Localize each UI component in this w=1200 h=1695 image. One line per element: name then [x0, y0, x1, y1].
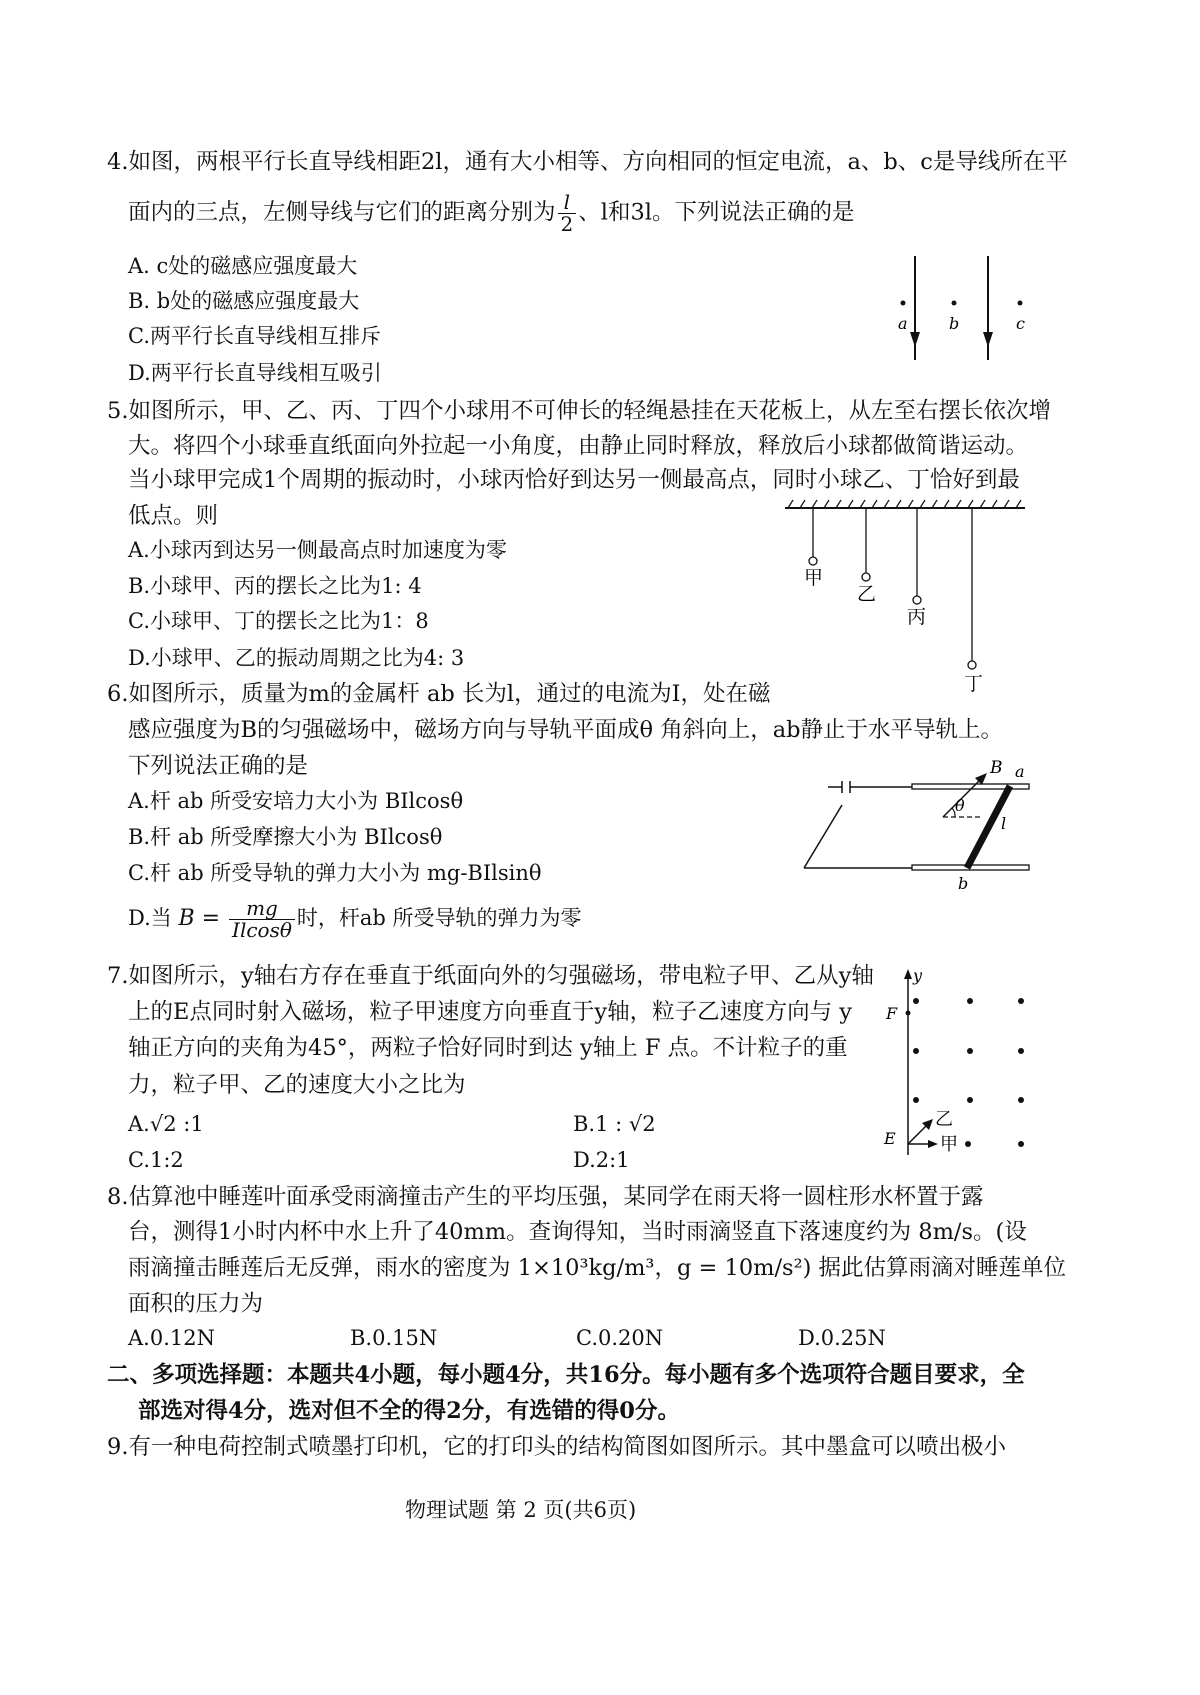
- q6-stem-line3: 下列说法正确的是: [128, 753, 309, 779]
- q4-point-b: [952, 301, 957, 306]
- q8-option-a: A.0.12N: [128, 1326, 215, 1350]
- q9-stem-line1: 9.有一种电荷控制式喷墨打印机，它的打印头的结构简图如图所示。其中墨盒可以喷出极小: [107, 1434, 1006, 1460]
- q4-stem-line2-b: 、l和3l。下列说法正确的是: [578, 199, 855, 226]
- q7-velocity-jia-arrowhead: [928, 1140, 938, 1148]
- q7-label-jia: 甲: [940, 1134, 958, 1155]
- q5-label-jia: 甲: [804, 567, 824, 589]
- q6-label-theta: θ: [955, 796, 965, 815]
- q6-option-d-symbol-b: B: [178, 906, 195, 931]
- q5-option-d: D.小球甲、乙的振动周期之比为4: 3: [128, 646, 465, 670]
- q6-label-l: l: [1001, 814, 1007, 833]
- section2-heading-line1: 二、多项选择题：本题共4小题，每小题4分，共16分。每小题有多个选项符合题目要求，全: [107, 1362, 1025, 1388]
- q5-figure: [780, 496, 1030, 696]
- q5-option-c: C.小球甲、丁的摆长之比为1：8: [128, 609, 429, 633]
- q5-label-yi: 乙: [857, 583, 877, 605]
- q5-ceiling-hatch: [788, 500, 1021, 508]
- q6-option-b: B.杆 ab 所受摩擦大小为 BIlcosθ: [128, 825, 443, 849]
- q7-label-y: y: [913, 966, 923, 985]
- q6-option-c: C.杆 ab 所受导轨的弹力大小为 mg-BIlsinθ: [128, 861, 542, 885]
- q7-stem-line3: 轴正方向的夹角为45°，两粒子恰好同时到达 y轴上 F 点。不计粒子的重: [128, 1035, 848, 1061]
- q4-stem-line2-a: 面内的三点，左侧导线与它们的距离分别为: [128, 199, 556, 226]
- q8-stem-line2: 台，测得1小时内杯中水上升了40mm。查询得知，当时雨滴竖直下落速度约为 8m/s。(设: [128, 1219, 1027, 1245]
- q4-left-arrow: [910, 332, 920, 347]
- q6-option-d: D.当 B = $\frac{mg}{Ilcos\theta}$ 时，杆ab 所受导轨的弹力为零: [128, 896, 582, 942]
- q6-option-d-num: mg: [229, 898, 295, 920]
- q4-option-b: B. b处的磁感应强度最大: [128, 289, 360, 313]
- q8-option-d: D.0.25N: [798, 1326, 886, 1350]
- q4-fraction-den: 2: [560, 212, 574, 236]
- q7-stem-line1: 7.如图所示，y轴右方存在垂直于纸面向外的匀强磁场，带电粒子甲、乙从y轴: [107, 963, 874, 989]
- q8-option-b: B.0.15N: [350, 1326, 438, 1350]
- section2-heading-line2: 部选对得4分，选对但不全的得2分，有选错的得0分。: [138, 1398, 680, 1424]
- page-footer: 物理试题 第 2 页(共6页): [405, 1498, 637, 1522]
- q6-option-d-fraction: [229, 898, 295, 941]
- q5-label-bing: 丙: [907, 606, 927, 628]
- q6-figure: [795, 757, 1045, 892]
- q5-stem-line1: 5.如图所示，甲、乙、丙、丁四个小球用不可伸长的轻绳悬挂在天花板上，从左至右摆长依次增: [107, 398, 1051, 424]
- q5-stem-line4: 低点。则: [128, 503, 219, 529]
- q5-option-b: B.小球甲、丙的摆长之比为1: 4: [128, 574, 422, 598]
- q7-figure: [878, 963, 1038, 1163]
- q7-option-b: B.1 : √2: [573, 1112, 656, 1136]
- q6-label-a: a: [1015, 762, 1025, 781]
- q7-label-yi: 乙: [935, 1109, 953, 1130]
- q7-option-c: C.1:2: [128, 1148, 184, 1172]
- q7-option-d: D.2:1: [573, 1148, 630, 1172]
- q4-fraction-num: l: [558, 192, 577, 214]
- q7-point-f: [906, 1011, 911, 1016]
- q8-stem-line1: 8.估算池中睡莲叶面承受雨滴撞击产生的平均压强，某同学在雨天将一圆柱形水杯置于露: [107, 1184, 984, 1210]
- q6-left-wire: [804, 805, 842, 868]
- q4-right-arrow: [983, 332, 993, 347]
- q4-option-c: C.两平行长直导线相互排斥: [128, 324, 381, 348]
- q7-label-e: E: [884, 1129, 896, 1148]
- q4-label-a: a: [898, 314, 908, 333]
- q7-label-f: F: [886, 1004, 898, 1023]
- q7-stem-line4: 力，粒子甲、乙的速度大小之比为: [128, 1072, 466, 1098]
- q8-stem-line4: 面积的压力为: [128, 1291, 264, 1317]
- q4-point-c: [1018, 301, 1023, 306]
- q8-option-c: C.0.20N: [576, 1326, 664, 1350]
- q4-point-a: [901, 301, 906, 306]
- q6-option-a: A.杆 ab 所受安培力大小为 BIlcosθ: [128, 789, 464, 813]
- q5-option-a: A.小球丙到达另一侧最高点时加速度为零: [128, 538, 507, 562]
- q5-stem-line2: 大。将四个小球垂直纸面向外拉起一小角度，由静止同时释放，释放后小球都做简谐运动。: [128, 433, 1029, 459]
- q6-stem-line2: 感应强度为B的匀强磁场中，磁场方向与导轨平面成θ 角斜向上，ab静止于水平导轨上。: [128, 717, 1004, 743]
- q7-stem-line2: 上的E点同时射入磁场，粒子甲速度方向垂直于y轴，粒子乙速度方向与 y: [128, 999, 853, 1025]
- q5-ball-bing: [913, 596, 921, 604]
- q4-stem-line1: 4.如图，两根平行长直导线相距2l，通有大小相等、方向相同的恒定电流，a、b、c是导线所在平: [107, 149, 1068, 175]
- q4-figure: [880, 252, 1040, 382]
- q6-option-d-prefix: D.当: [128, 906, 179, 930]
- q8-stem-line3: 雨滴撞击睡莲后无反弹，雨水的密度为 1×10³kg/m³，g = 10m/s²) 据此估算雨滴对睡莲单位: [128, 1255, 1067, 1281]
- q5-ball-jia: [809, 557, 817, 565]
- q6-stem-line1: 6.如图所示，质量为m的金属杆 ab 长为l，通过的电流为I，处在磁: [107, 681, 771, 707]
- q4-label-b: b: [949, 314, 960, 333]
- q6-option-d-den: Ilcosθ: [232, 918, 292, 942]
- q5-label-ding: 丁: [964, 673, 984, 695]
- q5-ball-ding: [968, 661, 976, 669]
- q6-option-d-suffix: 时，杆ab 所受导轨的弹力为零: [296, 906, 582, 930]
- q4-stem-line2: [128, 192, 854, 235]
- q7-option-a: A.√2 :1: [128, 1112, 204, 1136]
- q6-label-b-field: B: [990, 758, 1003, 778]
- q4-option-a: A. c处的磁感应强度最大: [128, 254, 358, 278]
- q5-stem-line3: 当小球甲完成1个周期的振动时，小球丙恰好到达另一侧最高点，同时小球乙、丁恰好到最: [128, 467, 1020, 493]
- q4-label-c: c: [1016, 314, 1025, 333]
- q4-option-d: D.两平行长直导线相互吸引: [128, 361, 382, 385]
- q4-fraction: [558, 192, 577, 235]
- q5-ball-yi: [862, 573, 870, 581]
- q7-y-axis-arrowhead: [904, 969, 912, 979]
- q6-label-b-end: b: [958, 874, 969, 892]
